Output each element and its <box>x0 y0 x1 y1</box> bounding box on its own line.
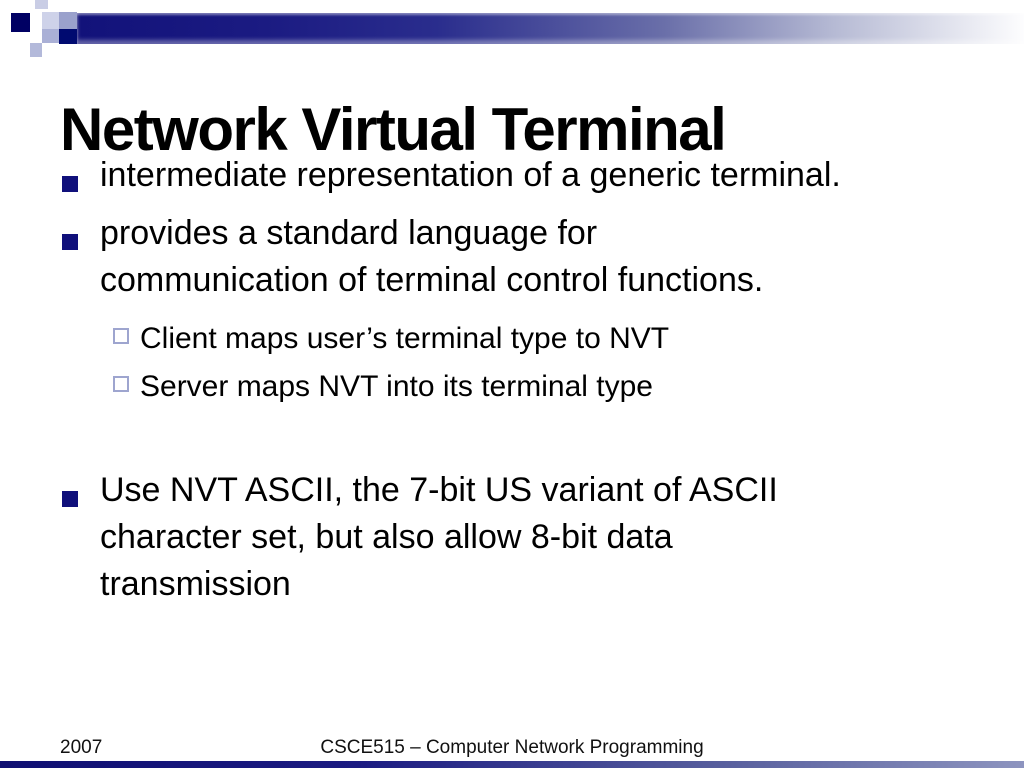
bullet-item <box>0 152 1024 199</box>
bullet-filled-square-icon <box>62 234 78 250</box>
bullet-text: Use NVT ASCII, the 7-bit US variant of ASCII character set, but also allow 8-bit data transmission <box>100 471 778 603</box>
bullet-item <box>0 363 1024 411</box>
decor-square-medium-light <box>42 29 59 43</box>
decor-square-pale <box>35 0 48 9</box>
bullet-text: intermediate representation of a generic terminal. <box>100 156 841 194</box>
bullet-item <box>0 467 1024 608</box>
bullet-list <box>0 152 1024 619</box>
decor-square-small <box>30 43 42 57</box>
bullet-text: Server maps NVT into its terminal type <box>140 370 653 403</box>
bullet-hollow-square-icon <box>113 376 129 392</box>
decor-square-medium <box>59 12 77 29</box>
footer-year: 2007 <box>60 737 103 758</box>
decor-square-light <box>42 12 59 29</box>
slide-title: Network Virtual Terminal <box>60 96 726 164</box>
footer-course: CSCE515 – Computer Network Programming <box>320 737 704 758</box>
bullet-item <box>0 210 1024 304</box>
bullet-filled-square-icon <box>62 176 78 192</box>
decor-square-dark-navy <box>11 13 30 32</box>
footer-gradient-bar <box>0 761 1024 768</box>
header-gradient-bar <box>77 13 1024 44</box>
bullet-text: provides a standard language for communication of terminal control functions. <box>100 214 764 299</box>
bullet-text: Client maps user’s terminal type to NVT <box>140 322 670 355</box>
decor-square-bar-end <box>59 29 77 44</box>
bullet-filled-square-icon <box>62 491 78 507</box>
bullet-item <box>0 315 1024 363</box>
bullet-hollow-square-icon <box>113 328 129 344</box>
